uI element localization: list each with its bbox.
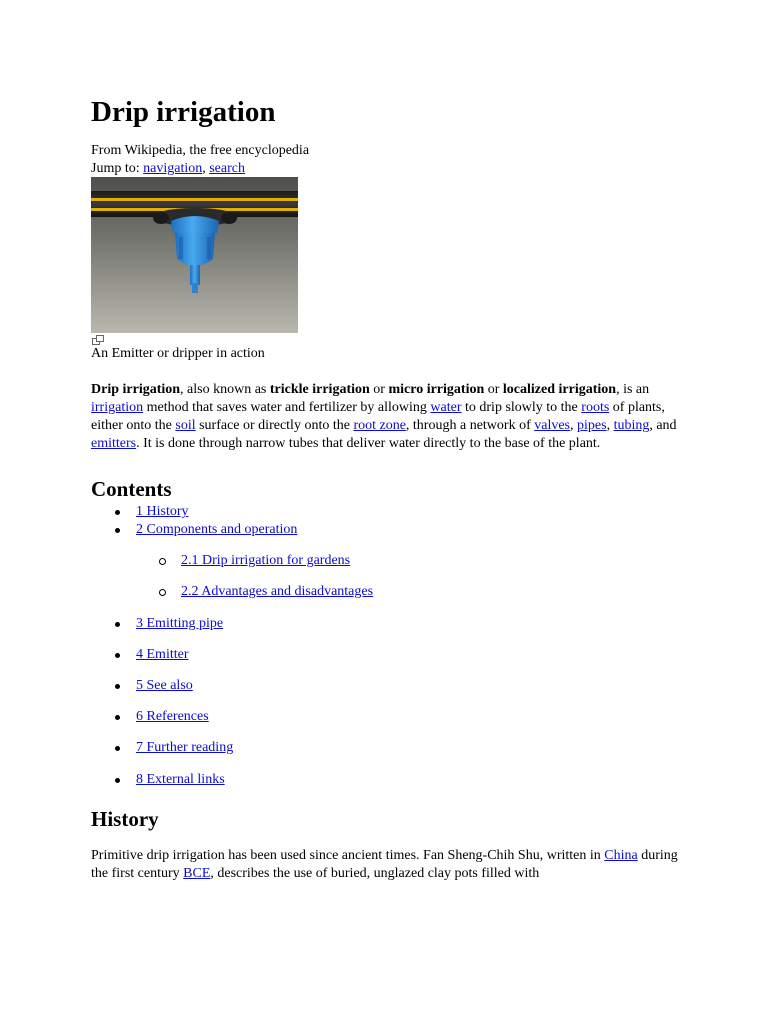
- history-heading: History: [91, 807, 159, 831]
- lead-text: , is an: [616, 382, 650, 397]
- enlarge-icon[interactable]: [92, 335, 104, 345]
- history-text: during the first century: [91, 848, 678, 881]
- page-title: Drip irrigation: [91, 96, 276, 128]
- jump-prefix: Jump to:: [91, 161, 144, 176]
- lead-text: or: [369, 382, 389, 397]
- contents-heading: Contents: [91, 477, 172, 501]
- lead-text: ,: [570, 418, 577, 433]
- toc-link-emitting-pipe[interactable]: 3 Emitting pipe: [136, 616, 224, 631]
- toc-item: [91, 615, 681, 633]
- toc-link-references[interactable]: 6 References: [136, 709, 209, 724]
- toc-link-external-links[interactable]: 8 External links: [136, 772, 225, 787]
- table-of-contents: [91, 503, 681, 539]
- link-emitters[interactable]: emitters: [91, 436, 137, 451]
- link-water[interactable]: water: [430, 400, 462, 415]
- link-root-zone[interactable]: root zone: [353, 418, 406, 433]
- toc-item: [91, 646, 681, 664]
- toc-link-see-also[interactable]: 5 See also: [136, 678, 193, 693]
- link-soil[interactable]: soil: [175, 418, 196, 433]
- lead-text: ,: [606, 418, 614, 433]
- toc-item: [91, 708, 681, 726]
- link-valves[interactable]: valves: [534, 418, 570, 433]
- lead-term-trickle: trickle irrigation: [269, 382, 370, 397]
- toc-subitem: [91, 552, 681, 570]
- lead-term-localized: localized irrigation: [502, 382, 617, 397]
- lead-text: . It is done through narrow tubes that deliver water directly to the base of the plant.: [136, 436, 601, 451]
- toc-item: [91, 739, 681, 757]
- toc-link-gardens[interactable]: 2.1 Drip irrigation for gardens: [181, 553, 351, 568]
- lead-text: , also known as: [180, 382, 270, 397]
- link-tubing[interactable]: tubing: [613, 418, 650, 433]
- toc-link-advantages[interactable]: 2.2 Advantages and disadvantages: [181, 584, 374, 599]
- image-caption: An Emitter or dripper in action: [91, 346, 265, 361]
- toc-link-components[interactable]: 2 Components and operation: [136, 522, 298, 537]
- emitter-photo[interactable]: [91, 177, 298, 333]
- jump-separator: ,: [202, 161, 210, 176]
- history-text: Primitive drip irrigation has been used since ancient times. Fan Sheng-Chih Shu, written in: [91, 848, 605, 863]
- lead-text: , and: [649, 418, 677, 433]
- link-roots[interactable]: roots: [581, 400, 610, 415]
- toc-sublist: [91, 552, 681, 601]
- site-tagline: From Wikipedia, the free encyclopedia: [91, 143, 310, 158]
- jump-navigation-link[interactable]: navigation: [143, 161, 203, 176]
- link-pipes[interactable]: pipes: [577, 418, 607, 433]
- link-bce[interactable]: BCE: [183, 866, 211, 881]
- link-china[interactable]: China: [604, 848, 638, 863]
- article: [91, 92, 681, 883]
- lead-text: to drip slowly to the: [461, 400, 582, 415]
- lead-text: method that saves water and fertilizer by allowing: [143, 400, 431, 415]
- lead-text: or: [484, 382, 503, 397]
- emitter-photo-art: [91, 177, 298, 333]
- toc-item: [91, 521, 681, 539]
- toc-item: [91, 771, 681, 789]
- history-text: , describes the use of buried, unglazed clay pots filled with: [210, 866, 540, 881]
- jump-links: [91, 160, 681, 177]
- toc-item: [91, 503, 681, 521]
- toc-item: [91, 677, 681, 695]
- jump-search-link[interactable]: search: [209, 161, 245, 176]
- history-paragraph: [91, 847, 681, 883]
- link-irrigation[interactable]: irrigation: [91, 400, 144, 415]
- lead-term-micro: micro irrigation: [388, 382, 485, 397]
- lead-paragraph: [91, 381, 677, 453]
- lead-text: surface or directly onto the: [195, 418, 354, 433]
- toc-link-history[interactable]: 1 History: [136, 504, 189, 519]
- toc-subitem: [91, 583, 681, 601]
- toc-list-rest: [91, 615, 681, 789]
- lead-text: of plants, either onto the: [91, 400, 665, 433]
- toc-link-further-reading[interactable]: 7 Further reading: [136, 740, 234, 755]
- toc-link-emitter[interactable]: 4 Emitter: [136, 647, 189, 662]
- lead-term-drip: Drip irrigation: [91, 382, 181, 397]
- lead-text: , through a network of: [405, 418, 535, 433]
